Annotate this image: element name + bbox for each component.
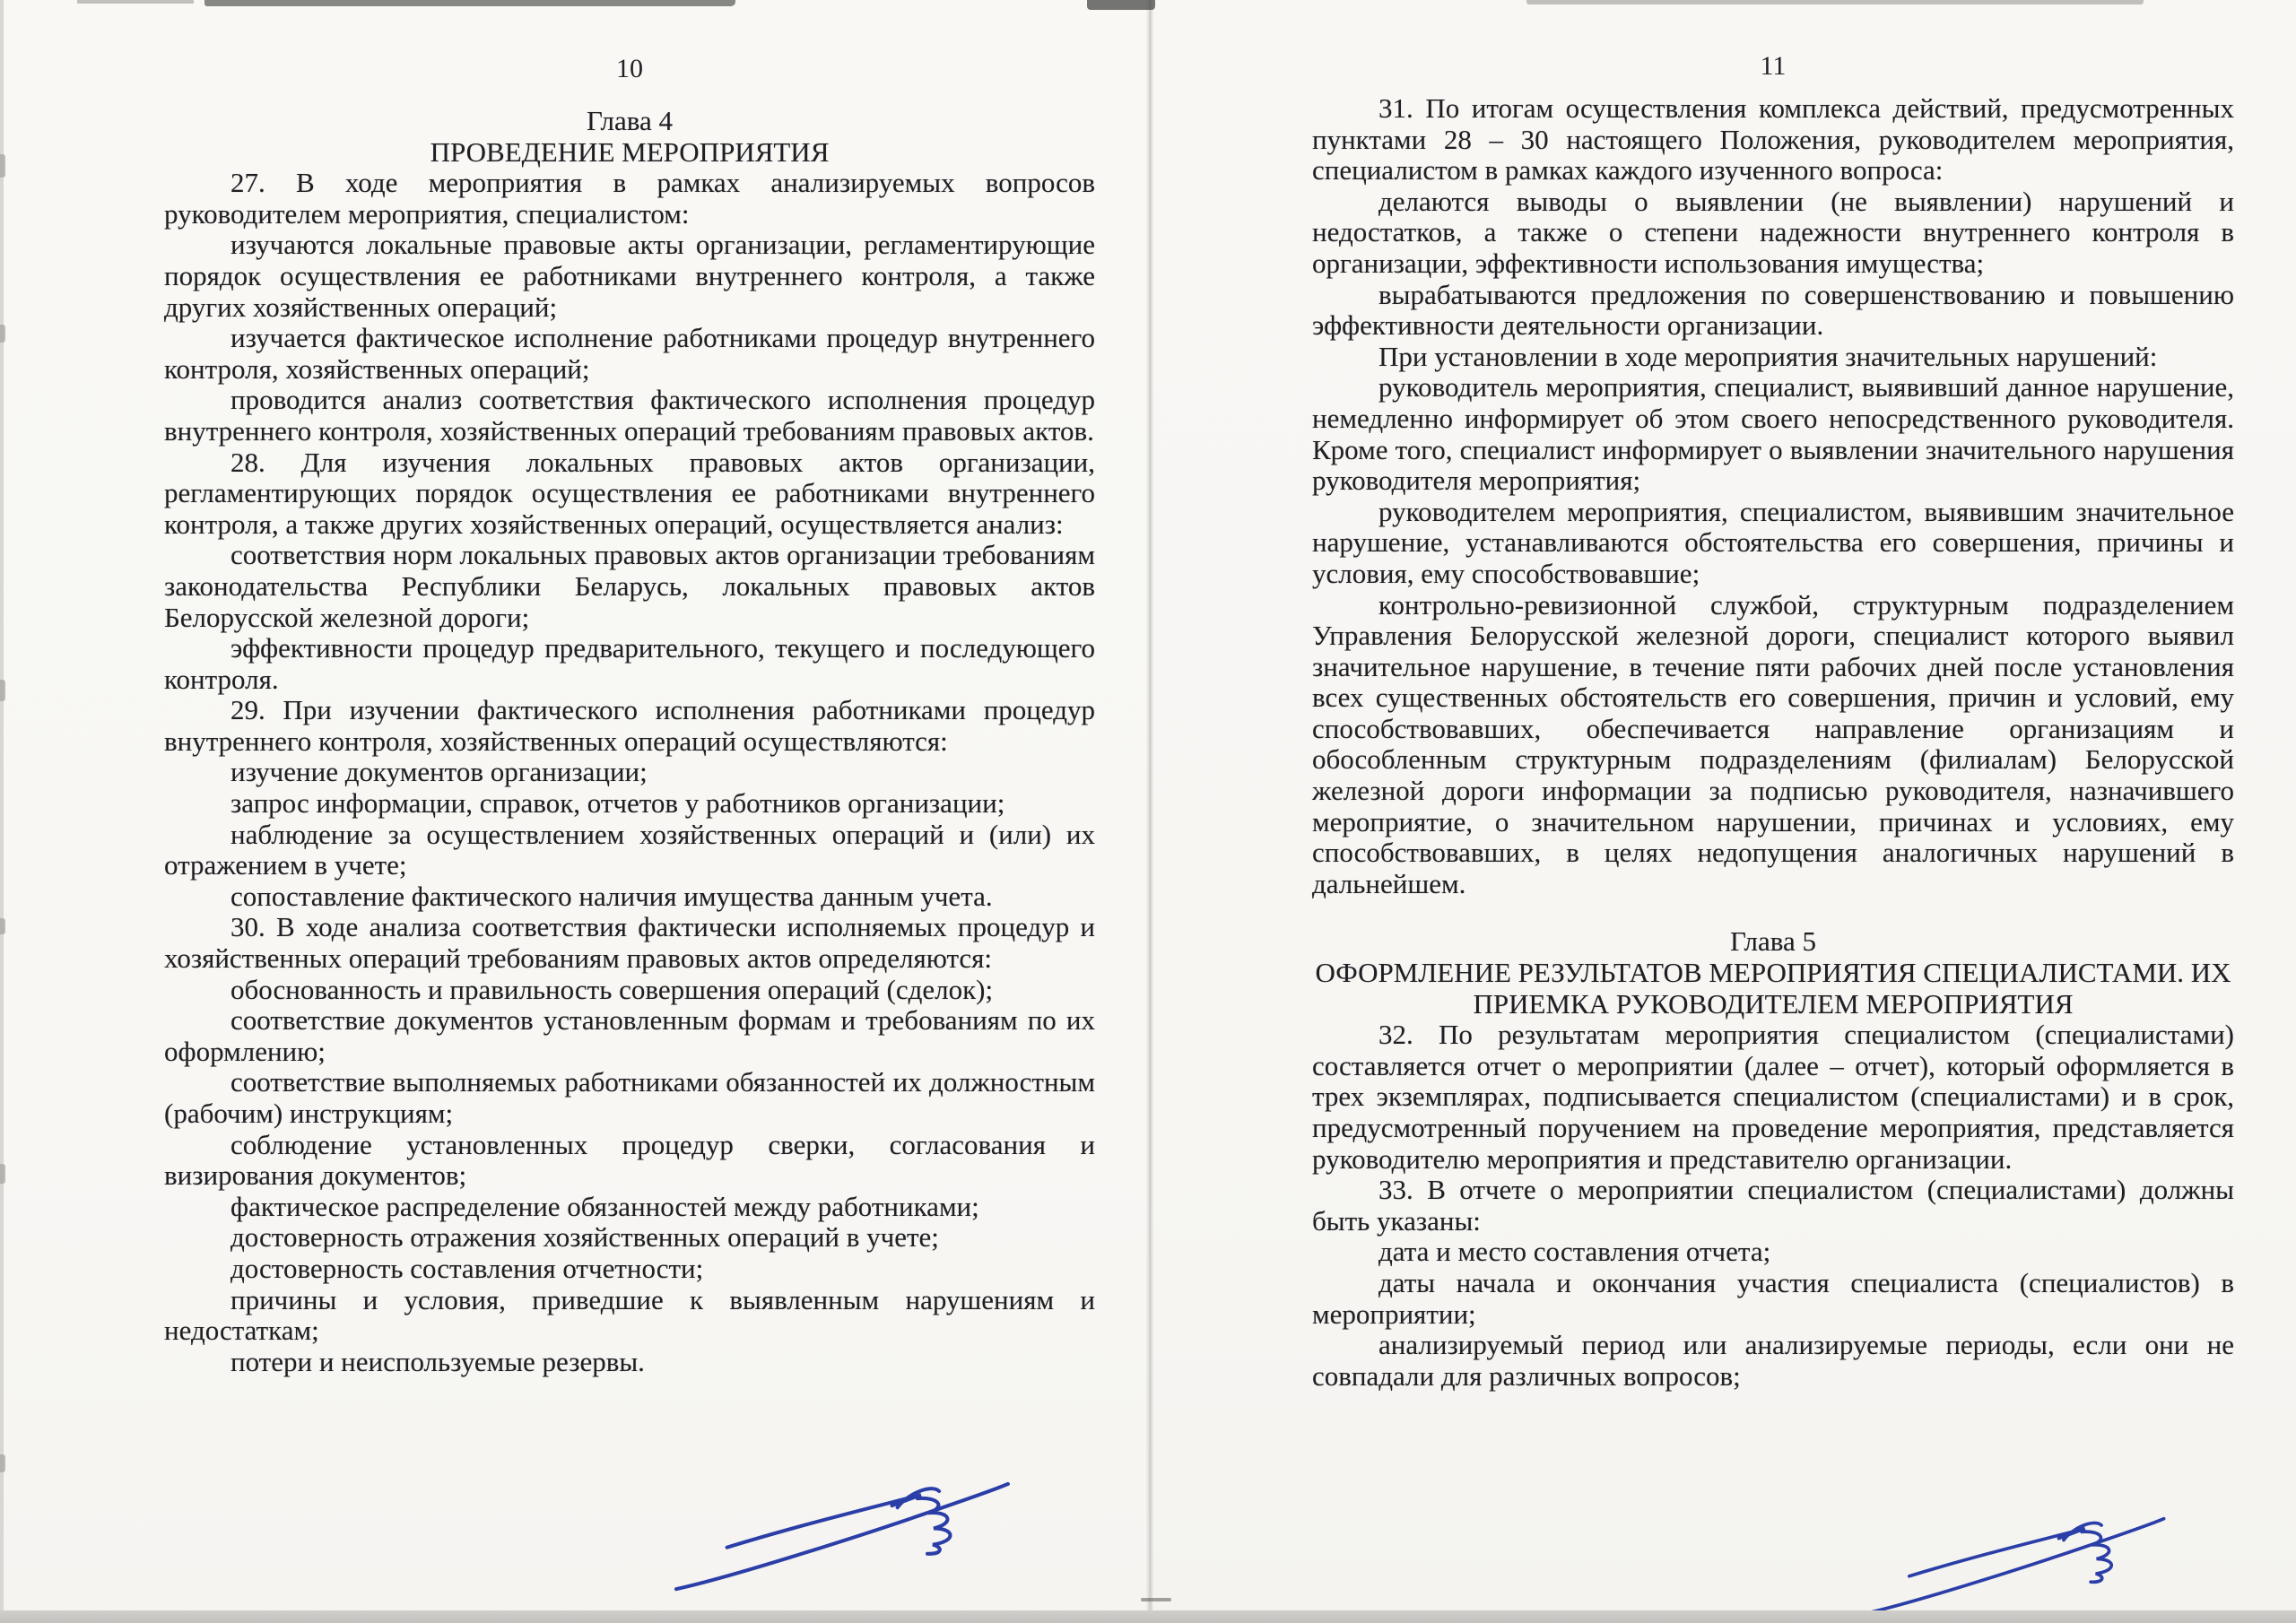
signature-icon [1858, 1508, 2170, 1620]
paragraph: руководитель мероприятия, специалист, выявивший данное нарушение, немедленно информирует об этом своего непосредственного руководителя. Кроме того, специалист информирует о выявлении значительного нарушения руководителя мероприятия; [1312, 371, 2234, 497]
paragraph: потери и неиспользуемые резервы. [230, 1345, 645, 1377]
paragraph: изучение документов организации; [230, 756, 648, 788]
paragraph: обоснованность и правильность совершения операций (сделок); [230, 973, 994, 1005]
chapter-heading: ОФОРМЛЕНИЕ РЕЗУЛЬТАТОВ МЕРОПРИЯТИЯ СПЕЦИАЛИСТАМИ. ИХ ПРИЕМКА РУКОВОДИТЕЛЕМ МЕРОПРИЯТИЯ [1315, 957, 2231, 1020]
chapter-heading: Глава 5 [1729, 925, 1817, 958]
paragraph: сопоставление фактического наличия имущества данным учета. [230, 880, 993, 912]
paragraph: достоверность отражения хозяйственных операций в учете; [230, 1221, 939, 1254]
paragraph: дата и место составления отчета; [1378, 1236, 1771, 1268]
paragraph: достоверность составления отчетности; [230, 1252, 704, 1284]
paragraph: 29. При изучении фактического исполнения работниками процедур внутреннего контроля, хозяйственных операций осуществляются: [164, 694, 1095, 757]
paragraph: соблюдение установленных процедур сверки, согласования и визирования документов; [164, 1128, 1095, 1192]
paragraph: 33. В отчете о мероприятии специалистом (специалистами) должны быть указаны: [1312, 1174, 2234, 1237]
paragraph: наблюдение за осуществлением хозяйственных операций и (или) их отражением в учете; [164, 818, 1095, 881]
paragraph: соответствие документов установленным формам и требованиям по их оформлению; [164, 1004, 1095, 1067]
paragraph: соответствия норм локальных правовых актов организации требованиям законодательства Республики Беларусь, локальных правовых актов Белорусской железной дороги; [164, 539, 1095, 633]
paragraph: делаются выводы о выявлении (не выявлении) нарушений и недостатков, а также о степени надежности внутреннего контроля в организации, эффективности использования имущества; [1312, 185, 2234, 279]
chapter-heading: ПРОВЕДЕНИЕ МЕРОПРИЯТИЯ [430, 135, 830, 168]
paragraph: соответствие выполняемых работниками обязанностей их должностным (рабочим) инструкциям; [164, 1066, 1095, 1129]
paragraph: изучается фактическое исполнение работниками процедур внутреннего контроля, хозяйственных операций; [164, 322, 1095, 385]
paragraph: изучаются локальные правовые акты организации, регламентирующие порядок осуществления ее работниками внутреннего контроля, а также других хозяйственных операций; [164, 229, 1095, 323]
paragraph: анализируемый период или анализируемые периоды, если они не совпадали для различных вопросов; [1312, 1329, 2234, 1392]
page-body-right [1312, 93, 2234, 1392]
paragraph: 28. Для изучения локальных правовых актов организации, регламентирующих порядок осуществления ее работниками внутреннего контроля, а также других хозяйственных операций, осуществляется анализ: [164, 446, 1095, 540]
paragraph: проводится анализ соответствия фактического исполнения процедур внутреннего контроля, хозяйственных операций требованиям правовых актов. [164, 384, 1095, 447]
blank-line [1312, 899, 2234, 926]
paragraph: 32. По результатам мероприятия специалистом (специалистами) составляется отчет о мероприятии (далее – отчет), который оформляется в трех экземплярах, подписывается специалистом (специалистами) и в срок, предусмотренный поручением на проведение мероприятия, представляется руководителю мероприятия и представителю организации. [1312, 1019, 2234, 1175]
page-body-left [164, 106, 1095, 1377]
paragraph: контрольно-ревизионной службой, структурным подразделением Управления Белорусской железной дороги, специалист которого выявил значительное нарушение, в течение пяти рабочих дней после установления всех существенных обстоятельств его совершения, причин и условий, ему способствовавших, обеспечивается направление организациям и обособленным структурным подразделениям (филиалам) Белорусской железной дороги информации за подписью руководителя, назначившего мероприятие, о значительном нарушении, причинах и условиях, ему способствовавших, в целях недопущения аналогичных нарушений в дальнейшем. [1312, 588, 2234, 899]
paragraph: 30. В ходе анализа соответствия фактически исполняемых процедур и хозяйственных операций требованиям правовых актов определяются: [164, 911, 1095, 975]
paragraph: 27. В ходе мероприятия в рамках анализируемых вопросов руководителем мероприятия, специалистом: [164, 167, 1095, 230]
paragraph: фактическое распределение обязанностей между работниками; [230, 1190, 979, 1222]
paragraph: запрос информации, справок, отчетов у работников организации; [230, 787, 1005, 820]
paragraph: вырабатываются предложения по совершенствованию и повышению эффективности деятельности организации. [1312, 278, 2234, 342]
paragraph: даты начала и окончания участия специалиста (специалистов) в мероприятии; [1312, 1266, 2234, 1330]
page-number-right: 11 [1760, 51, 1787, 81]
chapter-heading: Глава 4 [586, 105, 674, 136]
paragraph: 31. По итогам осуществления комплекса действий, предусмотренных пунктами 28 – 30 настоящего Положения, руководителем мероприятия, специалистом в рамках каждого изученного вопроса: [1312, 92, 2234, 187]
paragraph: причины и условия, приведшие к выявленным нарушениям и недостаткам; [164, 1283, 1095, 1347]
paragraph: эффективности процедур предварительного, текущего и последующего контроля. [164, 632, 1095, 695]
page-number-left: 10 [616, 54, 643, 83]
page-fold-shadow [1146, 0, 1153, 1623]
paragraph: руководителем мероприятия, специалистом, выявившим значительное нарушение, устанавливаются обстоятельства его совершения, причины и условия, ему способствовавшие; [1312, 495, 2234, 589]
paragraph: При установлении в ходе мероприятия значительных нарушений: [1378, 340, 2158, 372]
signature-icon [671, 1472, 1015, 1596]
